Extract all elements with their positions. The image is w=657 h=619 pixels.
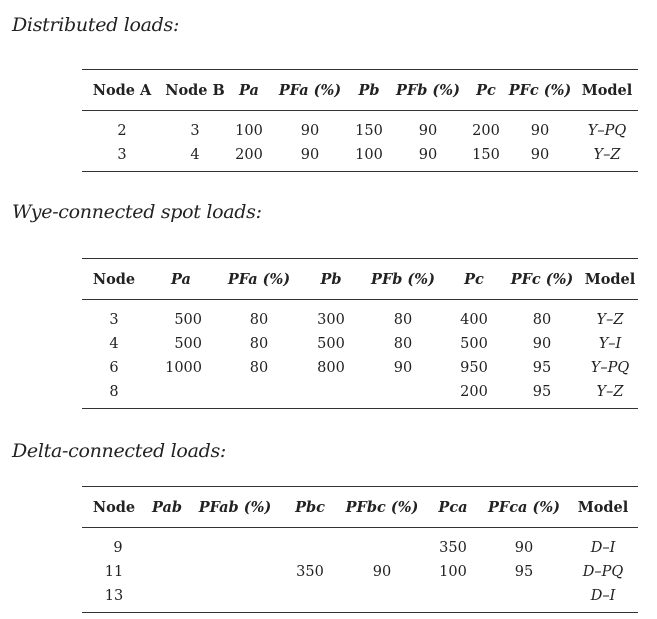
cell-node: 9 [113,540,123,556]
col-header-pfa: PFa (%) [278,81,342,99]
col-header-pfab: PFab (%) [198,498,272,516]
cell-node-a: 2 [117,123,127,139]
table-header-row [82,70,638,111]
cell-pfab [188,560,282,584]
cell-pfc: 95 [532,384,552,400]
cell-pfa: 80 [249,312,269,328]
col-header-pfca: PFca (%) [488,498,560,516]
col-header-pfb: PFb (%) [371,270,435,288]
cell-pfab [188,528,282,561]
col-header-pa: Pa [171,270,191,288]
cell-pfca: 95 [514,564,534,580]
cell-model: D–PQ [582,564,624,580]
cell-pfc: 90 [530,123,550,139]
cell-pfab [188,584,282,613]
cell-pa: 200 [235,147,263,163]
cell-model: D–I [590,540,616,556]
wye-loads-table [82,258,638,409]
col-header-pab: Pab [151,498,183,516]
table-row [82,143,638,172]
col-header-pfc: PFc (%) [510,270,574,288]
table-row [82,332,638,356]
cell-node: 13 [104,588,124,604]
cell-node-a: 3 [117,147,127,163]
col-header-node-b: Node B [165,81,225,99]
cell-pc: 400 [460,312,488,328]
table-row [82,111,638,144]
cell-pb [302,380,360,409]
cell-model: Y–PQ [590,360,630,376]
col-header-pc: Pc [476,81,496,99]
cell-pc: 200 [460,384,488,400]
delta-loads-table [82,486,638,613]
cell-pc: 500 [460,336,488,352]
table-row [82,380,638,409]
cell-pa: 500 [174,336,202,352]
cell-pc: 200 [472,123,500,139]
col-header-model: Model [584,270,636,288]
cell-pfa [216,380,302,409]
cell-pbc [282,528,338,561]
cell-pb: 500 [317,336,345,352]
col-header-pb: Pb [320,270,342,288]
cell-pfbc [338,584,426,613]
table-row [82,584,638,613]
col-header-node: Node [92,498,136,516]
cell-pc: 950 [460,360,488,376]
table-header-row [82,487,638,528]
table-row [82,300,638,333]
cell-pfb: 80 [393,312,413,328]
cell-pfc: 90 [532,336,552,352]
col-header-pa: Pa [239,81,259,99]
cell-pab [146,584,188,613]
cell-model: Y–PQ [587,123,627,139]
cell-pca: 350 [439,540,467,556]
cell-pab [146,528,188,561]
cell-node: 6 [109,360,119,376]
table-row [82,356,638,380]
col-header-pfbc: PFbc (%) [345,498,419,516]
cell-pab [146,560,188,584]
cell-pfa: 90 [300,147,320,163]
cell-pa: 1000 [165,360,202,376]
cell-pfc: 90 [530,147,550,163]
cell-node: 8 [109,384,119,400]
cell-pfca: 90 [514,540,534,556]
cell-pca [426,584,480,613]
cell-pfb: 90 [418,147,438,163]
cell-pb: 150 [355,123,383,139]
cell-node: 4 [109,336,119,352]
col-header-node: Node [92,270,136,288]
col-header-pfb: PFb (%) [396,81,460,99]
col-header-pbc: Pbc [295,498,325,516]
delta-loads-title: Delta-connected loads: [12,440,227,462]
cell-pa: 500 [174,312,202,328]
cell-pfc: 80 [532,312,552,328]
cell-pb: 100 [355,147,383,163]
cell-pfb: 90 [393,360,413,376]
cell-pfb: 90 [418,123,438,139]
cell-pfb [360,380,446,409]
cell-pa [146,380,216,409]
cell-node: 11 [104,564,124,580]
table-row [82,560,638,584]
cell-pbc: 350 [296,564,324,580]
col-header-model: Model [577,498,629,516]
cell-model: Y–Z [596,312,624,328]
distributed-loads-title: Distributed loads: [12,14,180,36]
cell-pb: 300 [317,312,345,328]
wye-loads-title: Wye-connected spot loads: [12,201,262,223]
col-header-pb: Pb [358,81,380,99]
cell-node-b: 4 [190,147,200,163]
cell-pa: 100 [235,123,263,139]
cell-pbc [282,584,338,613]
cell-pfa: 80 [249,336,269,352]
col-header-pca: Pca [438,498,468,516]
table-row [82,528,638,561]
cell-node-b: 3 [190,123,200,139]
cell-pb: 800 [317,360,345,376]
cell-pfc: 95 [532,360,552,376]
cell-pc: 150 [472,147,500,163]
table-header-row [82,259,638,300]
cell-pfbc [338,528,426,561]
col-header-model: Model [581,81,633,99]
cell-pfa: 90 [300,123,320,139]
cell-node: 3 [109,312,119,328]
col-header-node-a: Node A [92,81,152,99]
col-header-pfa: PFa (%) [227,270,291,288]
cell-model: D–I [590,588,616,604]
cell-pfca [480,584,568,613]
cell-model: Y–Z [593,147,621,163]
cell-pca: 100 [439,564,467,580]
cell-model: Y–Z [596,384,624,400]
cell-model: Y–I [598,336,622,352]
distributed-loads-table [82,69,638,172]
col-header-pc: Pc [464,270,484,288]
col-header-pfc: PFc (%) [508,81,572,99]
cell-pfb: 80 [393,336,413,352]
cell-pfa: 80 [249,360,269,376]
cell-pfbc: 90 [372,564,392,580]
